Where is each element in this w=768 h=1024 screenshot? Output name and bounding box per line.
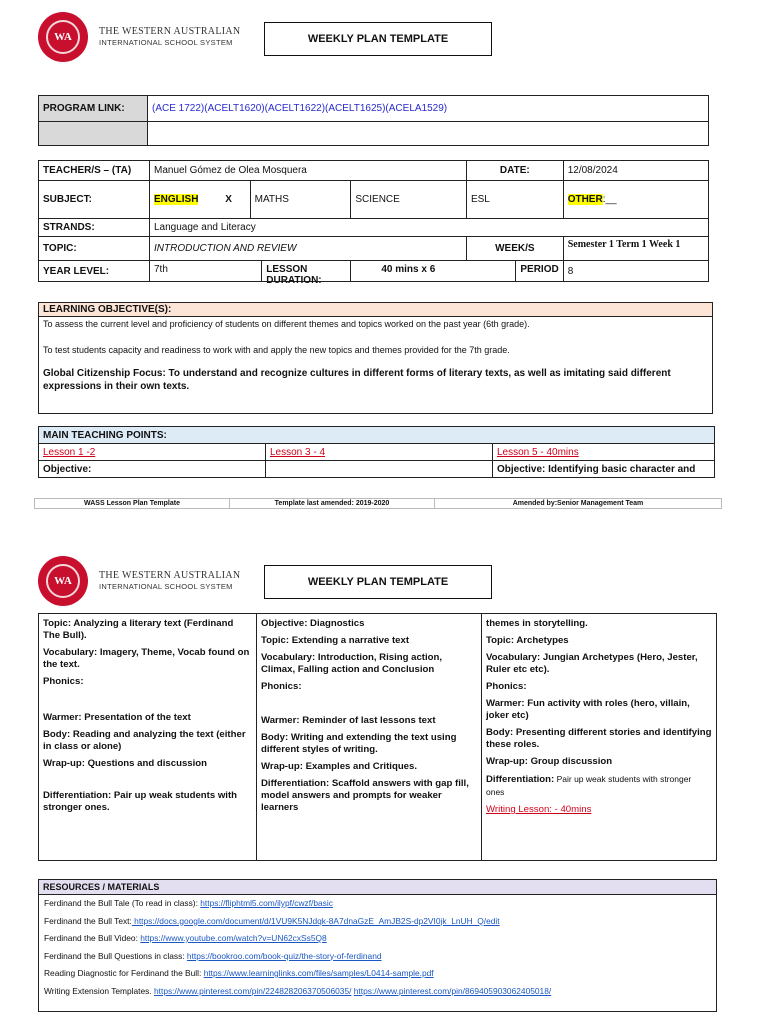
col3-topic: Topic: Archetypes xyxy=(486,635,569,646)
school-name-line2: INTERNATIONAL SCHOOL SYSTEM xyxy=(99,38,233,47)
col3-vocabulary: Vocabulary: Jungian Archetypes (Hero, Jester, Ruler etc etc). xyxy=(486,652,698,675)
week-value: Semester 1 Term 1 Week 1 xyxy=(563,237,708,261)
resource-3-link[interactable]: https://www.youtube.com/watch?v=UN62cxSs5Q8 xyxy=(140,933,327,943)
col1-body: Body: Reading and analyzing the text (either in class or alone) xyxy=(43,729,246,752)
school-logo xyxy=(38,12,88,62)
program-link-label: PROGRAM LINK: xyxy=(39,96,148,122)
global-citizenship-focus: Global Citizenship Focus: To understand and recognize cultures in different forms of literary texts, as well as imitating said different expressions in their own texts. xyxy=(43,368,671,392)
lesson-duration-label: LESSON DURATION: xyxy=(261,261,350,281)
learning-objectives xyxy=(38,302,713,414)
col3-differentiation-text: Pair up weak students with stronger ones xyxy=(486,774,692,797)
program-link-empty-value xyxy=(148,122,709,146)
col2-differentiation: Differentiation: Scaffold answers with gap fill, model answers and prompts for weaker learners xyxy=(261,778,469,813)
col3-differentiation-label: Differentiation: xyxy=(486,774,555,785)
period-value: 8 xyxy=(563,261,708,282)
col1-phonics: Phonics: xyxy=(43,676,84,687)
col3-differentiation xyxy=(486,773,712,799)
lesson-3-4-heading: Lesson 3 - 4 xyxy=(266,444,493,461)
col3-continued-objective: themes in storytelling. xyxy=(486,618,588,629)
col3-wrapup: Wrap-up: Group discussion xyxy=(486,756,613,767)
school-name-line1: THE WESTERN AUSTRALIAN xyxy=(99,26,241,37)
subject-english-label: ENGLISH xyxy=(154,194,199,205)
col1-topic: Topic: Analyzing a literary text (Ferdinand The Bull). xyxy=(43,618,234,641)
col2-phonics: Phonics: xyxy=(261,681,302,692)
col3-warmer: Warmer: Fun activity with roles (hero, villain, joker etc) xyxy=(486,698,690,721)
resource-3-text: Ferdinand the Bull Video: xyxy=(44,933,141,943)
footer-amended-date: Template last amended: 2019-2020 xyxy=(230,499,435,509)
school-logo-crest-page2: WA xyxy=(46,564,80,598)
col1-differentiation: Differentiation: Pair up weak students with stronger ones. xyxy=(43,790,238,813)
resources-header: RESOURCES / MATERIALS xyxy=(39,880,716,895)
footer-amended-by: Amended by:Senior Management Team xyxy=(435,499,722,509)
learning-objective-1: To assess the current level and proficiency of students on different themes and topics worked on the past year (6th grade). xyxy=(43,319,530,329)
learning-objectives-header: LEARNING OBJECTIVE(S): xyxy=(39,303,712,317)
lesson-columns xyxy=(38,613,717,861)
lesson-5-objective: Objective: Identifying basic character and xyxy=(493,461,715,478)
resource-1 xyxy=(44,895,711,913)
col2-warmer: Warmer: Reminder of last lessons text xyxy=(261,715,436,726)
school-logo-page2 xyxy=(38,556,88,606)
resource-2-link[interactable]: https://docs.google.com/document/d/1VU9K5NJdqk-8A7dnaGzE_AmJB2S-dp2VI0jk_LnUH_Q/edit xyxy=(131,915,500,926)
resource-6 xyxy=(44,983,711,1001)
school-logo-crest: WA xyxy=(46,20,80,54)
year-level-text: 7th xyxy=(154,264,168,275)
date-value: 12/08/2024 xyxy=(563,161,708,181)
col1-warmer: Warmer: Presentation of the text xyxy=(43,712,191,723)
school-name-line1-page2: THE WESTERN AUSTRALIAN xyxy=(99,570,241,581)
date-label: DATE: xyxy=(466,161,563,181)
learning-objective-2: To test students capacity and readiness to work with and apply the new topics and themes provided for the 7th grade. xyxy=(43,345,510,355)
subject-label: SUBJECT: xyxy=(39,181,150,219)
resources-materials xyxy=(38,879,717,1012)
col2-wrapup: Wrap-up: Examples and Critiques. xyxy=(261,761,418,772)
subject-other-value: :__ xyxy=(602,194,617,205)
col1-vocabulary: Vocabulary: Imagery, Theme, Vocab found on the text. xyxy=(43,647,250,670)
subject-english-mark: X xyxy=(225,194,232,205)
resource-1-text: Ferdinand the Bull Tale (To read in class): xyxy=(44,898,201,908)
topic-value: INTRODUCTION AND REVIEW xyxy=(150,237,467,261)
resource-5 xyxy=(44,965,711,983)
resource-2 xyxy=(44,913,711,931)
resource-1-link[interactable]: https://fliphtml5.com/ilypf/cwzf/basic xyxy=(200,898,333,908)
teacher-value: Manuel Gómez de Olea Mosquera xyxy=(150,161,467,181)
lesson-3-4-column xyxy=(257,614,482,860)
lesson-info-table xyxy=(38,160,709,286)
footer-template-name: WASS Lesson Plan Template xyxy=(35,499,230,509)
lesson-3-objective xyxy=(266,461,493,478)
resource-5-link[interactable]: https://www.learninglinks.com/files/samples/L0414-sample.pdf xyxy=(203,968,434,978)
teaching-points-header: MAIN TEACHING POINTS: xyxy=(39,427,715,444)
resource-6-text: Writing Extension Templates. xyxy=(44,985,155,996)
school-name-line2-page2: INTERNATIONAL SCHOOL SYSTEM xyxy=(99,582,233,591)
col2-body: Body: Writing and extending the text using different styles of writing. xyxy=(261,732,457,755)
main-teaching-points xyxy=(38,426,715,478)
page-title: WEEKLY PLAN TEMPLATE xyxy=(264,22,492,56)
writing-lesson-heading: Writing Lesson: - 40mins xyxy=(486,804,592,815)
resource-4-link[interactable]: https://bookroo.com/book-quiz/the-story-of-ferdinand xyxy=(186,950,382,961)
resource-2-text: Ferdinand the Bull Text: xyxy=(44,915,132,926)
teacher-label: TEACHER/S – (TA) xyxy=(39,161,150,181)
col2-objective: Objective: Diagnostics xyxy=(261,618,365,629)
resource-4-text: Ferdinand the Bull Questions in class: xyxy=(44,950,187,961)
col2-topic: Topic: Extending a narrative text xyxy=(261,635,410,646)
strands-label: STRANDS: xyxy=(39,219,150,237)
subject-esl: ESL xyxy=(466,181,563,219)
lesson-5-heading: Lesson 5 - 40mins xyxy=(493,444,715,461)
resource-3 xyxy=(44,930,711,948)
year-level-value xyxy=(150,261,351,286)
page-title-page2: WEEKLY PLAN TEMPLATE xyxy=(264,565,492,599)
week-label: WEEK/S xyxy=(466,237,563,261)
period-label: PERIOD xyxy=(515,261,562,281)
program-link-value: (ACE 1722)(ACELT1620)(ACELT1622)(ACELT1625)(ACELA1529) xyxy=(148,96,709,122)
subject-other xyxy=(563,181,708,219)
subject-science: SCIENCE xyxy=(351,181,467,219)
program-link-empty-label xyxy=(39,122,148,146)
lesson-1-2-heading: Lesson 1 -2 xyxy=(39,444,266,461)
lesson-duration-text: 40 mins x 6 xyxy=(381,264,436,275)
resource-4 xyxy=(44,948,711,966)
col3-phonics: Phonics: xyxy=(486,681,527,692)
resources-list xyxy=(39,895,716,1000)
lesson-duration-value xyxy=(351,261,563,282)
lesson-5-column xyxy=(482,614,716,860)
subject-maths: MATHS xyxy=(250,181,351,219)
resource-6-link-2[interactable]: https://www.pinterest.com/pin/869405903062405018/ xyxy=(353,985,552,996)
lesson-1-objective: Objective: xyxy=(39,461,266,478)
program-link-table xyxy=(38,95,709,146)
col2-vocabulary: Vocabulary: Introduction, Rising action, Climax, Falling action and Conclusion xyxy=(261,652,443,675)
subject-other-label: OTHER xyxy=(567,194,603,205)
col1-wrapup: Wrap-up: Questions and discussion xyxy=(43,758,207,769)
col3-body: Body: Presenting different stories and identifying these roles. xyxy=(486,727,712,750)
strands-value: Language and Literacy xyxy=(150,219,709,237)
resource-6-link-1[interactable]: https://www.pinterest.com/pin/224828206370506035/ xyxy=(154,985,352,996)
lesson-1-2-column xyxy=(39,614,257,860)
year-level-label: YEAR LEVEL: xyxy=(39,261,150,282)
subject-english xyxy=(150,181,251,219)
page-footer xyxy=(34,498,722,509)
resource-5-text: Reading Diagnostic for Ferdinand the Bull: xyxy=(44,968,204,978)
topic-label: TOPIC: xyxy=(39,237,150,261)
